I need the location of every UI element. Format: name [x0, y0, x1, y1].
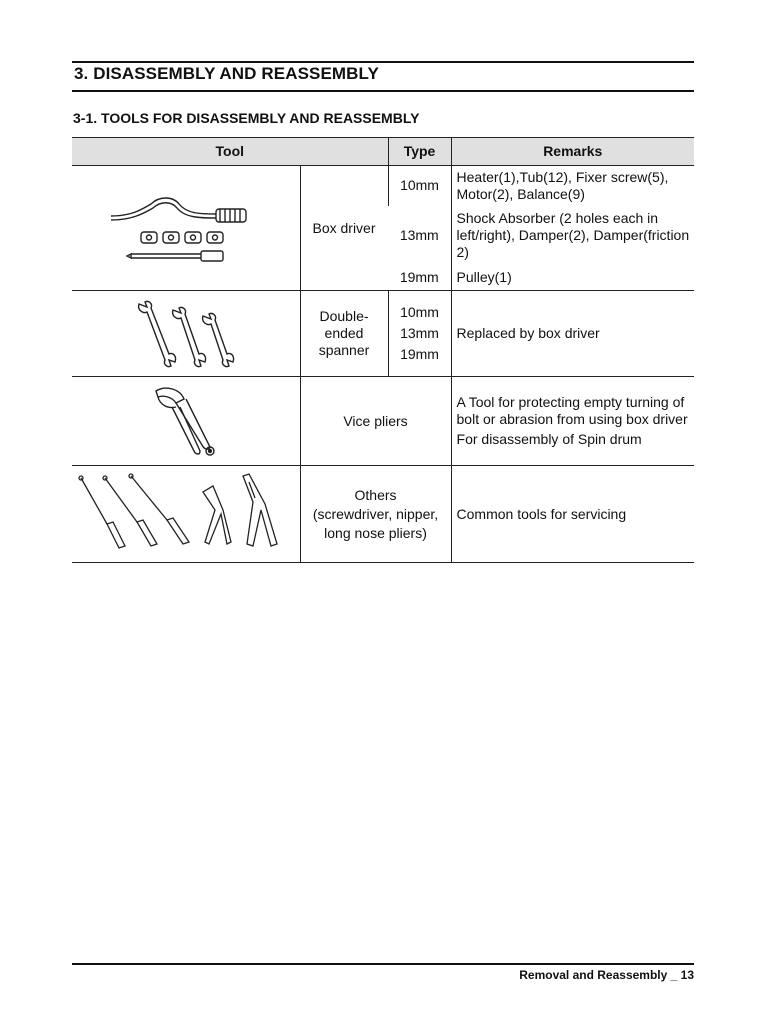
screwdriver-nipper-pliers-icon: [75, 472, 297, 556]
spanner-name: [300, 291, 388, 377]
footer-rule: [72, 963, 694, 965]
box-driver-remarks-13: Shock Absorber (2 holes each in left/right), Damper(2), Damper(friction 2): [451, 206, 694, 266]
spanner-remarks: Replaced by box driver: [451, 291, 694, 377]
vice-pliers-icon: [146, 381, 226, 461]
box-driver-icon: [101, 188, 271, 268]
vice-illustration-cell: [72, 377, 300, 466]
others-illustration-cell: [72, 466, 300, 563]
table-header-row: [72, 138, 694, 166]
others-name-line1: Others: [354, 486, 397, 503]
vice-remarks: [451, 377, 694, 466]
box-driver-type-10: 10mm: [388, 166, 451, 206]
header-remarks: Remarks: [451, 138, 694, 166]
spanner-illustration-cell: [72, 291, 300, 377]
table-row: [72, 291, 694, 377]
spanner-name-line2: ended: [324, 325, 364, 341]
spanner-types: [388, 291, 451, 377]
others-remarks: Common tools for servicing: [451, 466, 694, 563]
box-driver-type-13: 13mm: [399, 227, 439, 243]
table-row: [72, 377, 694, 466]
box-driver-name: Box driver: [300, 166, 388, 291]
header-type: Type: [388, 138, 451, 166]
table-row: [72, 166, 694, 206]
spanner-name-line1: Double-: [319, 308, 369, 324]
spanner-type-10: 10mm: [400, 304, 439, 320]
vice-name: Vice pliers: [300, 377, 451, 466]
spanner-name-line3: spanner: [318, 342, 370, 358]
others-name-line3: long nose pliers): [324, 524, 427, 541]
box-driver-remarks-10: Heater(1),Tub(12), Fixer screw(5), Motor(2), Balance(9): [451, 166, 694, 206]
spanner-icon: [131, 298, 241, 370]
box-driver-type-19: 19mm: [388, 266, 451, 291]
vice-remarks-2: For disassembly of Spin drum: [456, 431, 642, 447]
top-rule: [72, 61, 694, 63]
page-footer: Removal and Reassembly _ 13: [519, 968, 694, 982]
table-row: [72, 466, 694, 563]
others-name: [300, 466, 451, 563]
others-name-line2: (screwdriver, nipper,: [312, 505, 439, 522]
box-driver-illustration-cell: [72, 166, 300, 291]
tools-table: [72, 137, 694, 563]
spanner-type-13: 13mm: [400, 325, 439, 341]
vice-remarks-1: A Tool for protecting empty turning of bolt or abrasion from using box driver: [456, 394, 688, 427]
header-tool: Tool: [72, 138, 388, 166]
subsection-title: 3-1. TOOLS FOR DISASSEMBLY AND REASSEMBLY: [73, 110, 420, 126]
title-underline: [72, 90, 694, 92]
section-title: 3. DISASSEMBLY AND REASSEMBLY: [74, 64, 379, 83]
spanner-type-19: 19mm: [400, 346, 439, 362]
box-driver-remarks-19: Pulley(1): [451, 266, 694, 291]
